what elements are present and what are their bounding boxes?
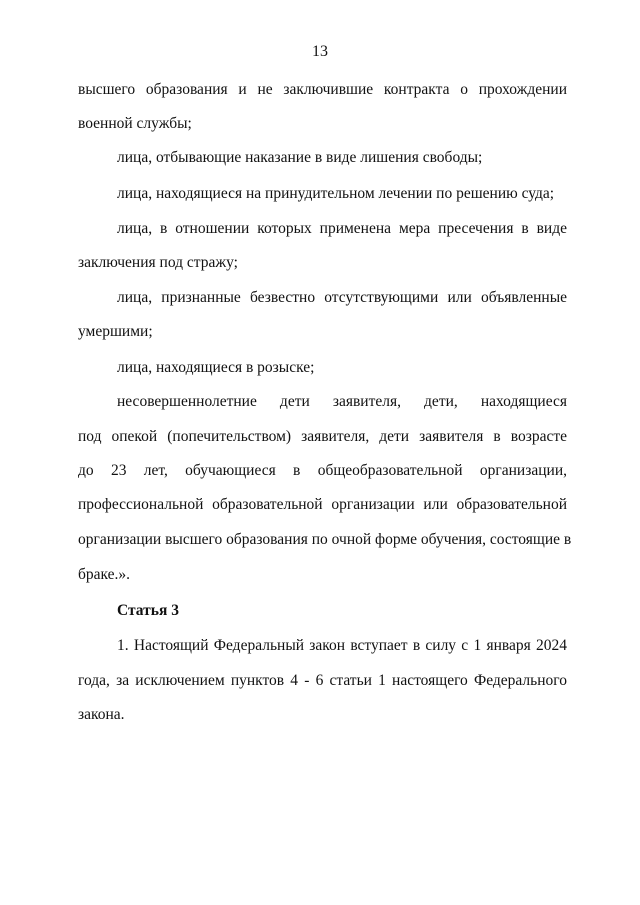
text-line: высшего образования и не заключившие контракта о прохождении — [78, 81, 567, 98]
list-item: лица, отбывающие наказание в виде лишения свободы; — [117, 149, 483, 166]
text-line: года, за исключением пунктов 4 - 6 статьи 1 настоящего Федерального — [78, 672, 567, 689]
list-item: лица, признанные безвестно отсутствующими или объявленные — [117, 289, 567, 306]
paragraph-line: 1. Настоящий Федеральный закон вступает в силу с 1 января 2024 — [117, 637, 567, 654]
text-line: под опекой (попечительством) заявителя, дети заявителя в возрасте — [78, 428, 567, 445]
text-line: профессиональной образовательной организации или образовательной — [78, 496, 567, 513]
text-line: умершими; — [78, 323, 153, 340]
list-item: лица, в отношении которых применена мера пресечения в виде — [117, 220, 567, 237]
article-heading: Статья 3 — [117, 602, 179, 619]
list-item: лица, находящиеся в розыске; — [117, 359, 315, 376]
text-line: организации высшего образования по очной форме обучения, состоящие в — [78, 531, 572, 548]
list-item: несовершеннолетние дети заявителя, дети, находящиеся — [117, 393, 567, 410]
text-line: закона. — [78, 706, 125, 723]
text-line: военной службы; — [78, 115, 192, 132]
text-line: браке.». — [78, 566, 131, 583]
page-number: 13 — [312, 43, 328, 60]
text-line: до 23 лет, обучающиеся в общеобразовательной организации, — [78, 462, 567, 479]
text-line: заключения под стражу; — [78, 254, 238, 271]
list-item: лица, находящиеся на принудительном лечении по решению суда; — [117, 185, 555, 202]
